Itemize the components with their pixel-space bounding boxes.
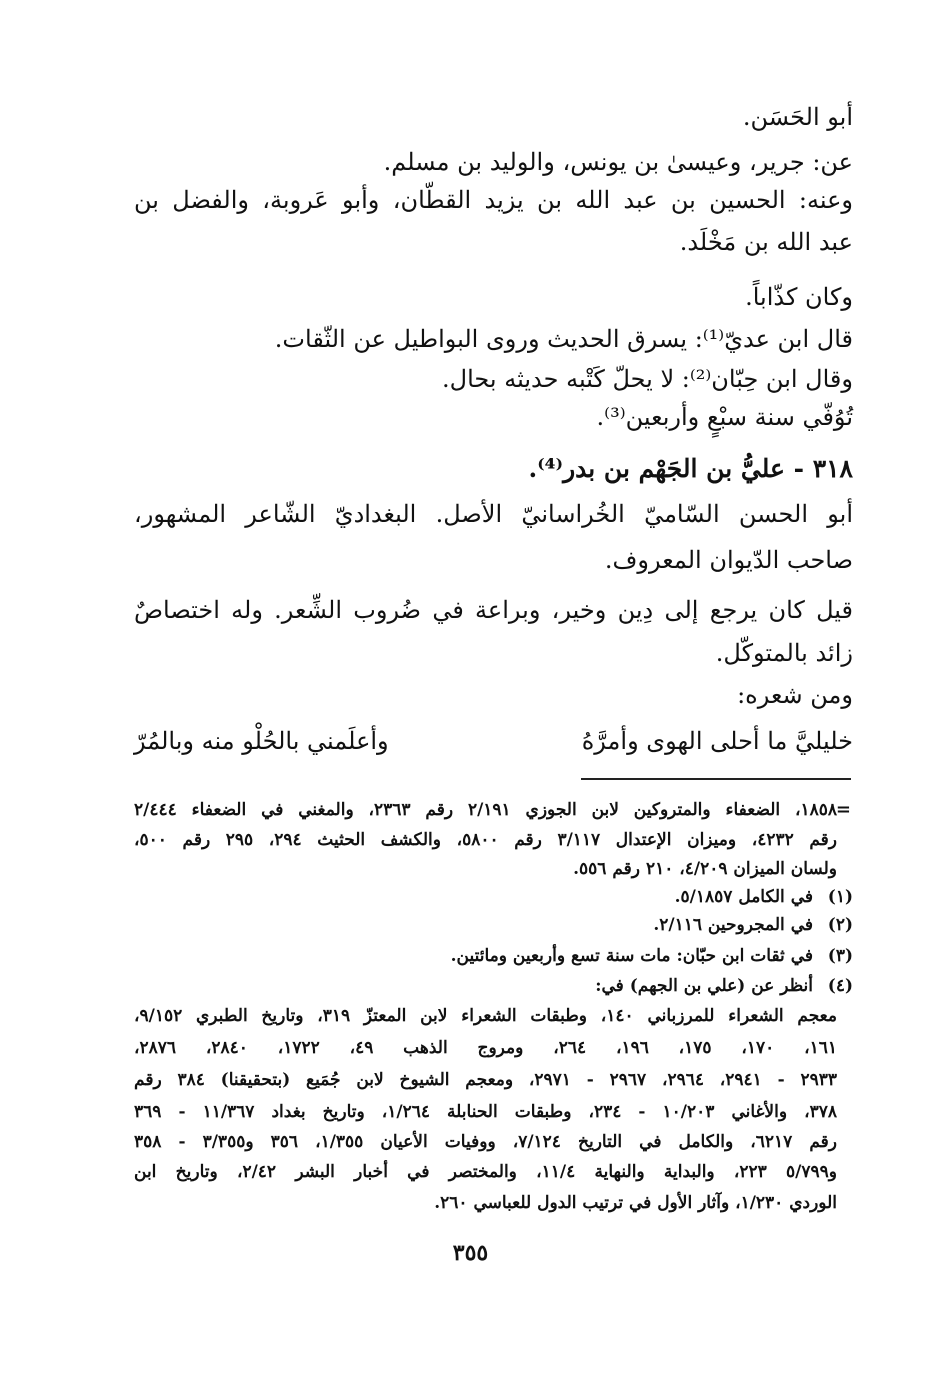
text-line: وقال ابن حِبّان⁽²⁾: لا يحلّ كَتْبه حديثه بحال. xyxy=(442,365,853,393)
footnote-line: ١٨٥٨، الضعفاء والمتروكين لابن الجوزي ٢/١٩١ رقم ٢٣٦٣، والمغني في الضعفاء ٢/٤٤٤ xyxy=(134,800,837,820)
footnote-line: رقم ٤٢٣٢، وميزان الإعتدال ٣/١١٧ رقم ٥٨٠٠، والكشف الحثيث ٢٩٤، ٢٩٥ رقم ٥٠٠، xyxy=(134,830,837,850)
text-line: أبو الحَسَن. xyxy=(742,103,853,131)
text-line: عن: جرير، وعيسىٰ بن يونس، والوليد بن مسلم. xyxy=(383,148,853,176)
verse-first-hemistich: خليليَّ ما أحلى الهوى وأمرَّهُ xyxy=(581,727,853,755)
footnote-line: ولسان الميزان ٤/٢٠٩، ٢١٠ رقم ٥٥٦. xyxy=(573,859,837,879)
text-line: أبو الحسن السّاميّ الخُراسانيّ الأصل. البغداديّ الشّاعر المشهور، xyxy=(134,500,853,528)
footnote-line: و٥/٧٩٩ ٢٢٣، والبداية والنهاية ١١/٤، والمختصر في أخبار البشر ٢/٤٢، وتاريخ ابن xyxy=(134,1162,837,1182)
footnote-number: (٤) xyxy=(827,976,853,996)
footnote-separator xyxy=(581,778,851,780)
page-number: ٣٥٥ xyxy=(452,1240,489,1266)
footnote-line: أنظر عن (علي بن الجهم) في: xyxy=(595,976,813,996)
text-line: زائد بالمتوكّل. xyxy=(715,639,853,667)
footnote-line: في ثقات ابن حبّان: مات سنة تسع وأربعين ومائتين. xyxy=(450,946,813,966)
footnote-number: (٢) xyxy=(827,915,853,935)
continuation-mark: = xyxy=(835,799,851,820)
footnote-number: (١) xyxy=(827,887,853,907)
text-line: وعنه: الحسين بن عبد الله بن يزيد القطّان، وأبو عَروبة، والفضل بن xyxy=(134,186,854,214)
entry-title: ٣١٨ - عليُّ بن الجَهْم بن بدر⁽⁴⁾. xyxy=(528,454,853,483)
footnote-line: في المجروحين ٢/١١٦. xyxy=(653,915,813,935)
verse-second-hemistich: وأعلَمني بالحُلْو منه وبالمُرّ xyxy=(134,727,389,755)
footnote-line: الوردي ١/٢٣٠، وآثار الأول في ترتيب الدول للعباسي ٢٦٠. xyxy=(434,1193,837,1213)
text-line: تُوُفّي سنة سبْعٍ وأربعين⁽³⁾. xyxy=(596,403,853,431)
footnote-line: في الكامل ٥/١٨٥٧. xyxy=(674,887,813,907)
footnote-line: معجم الشعراء للمرزباني ١٤٠، وطبقات الشعراء لابن المعتزّ ٣١٩، وتاريخ الطبري ٩/١٥٢، xyxy=(134,1006,837,1026)
footnote-line: رقم ٦٢١٧، والكامل في التاريخ ٧/١٢٤، ووفيات الأعيان ١/٣٥٥، ٣٥٦ و٣/٣٥٥ - ٣٥٨ xyxy=(134,1132,837,1152)
footnote-number: (٣) xyxy=(827,946,853,966)
footnote-line: ٣٧٨، والأغاني ١٠/٢٠٣ - ٢٣٤، وطبقات الحنابلة ١/٢٦٤، وتاريخ بغداد ١١/٣٦٧ - ٣٦٩ xyxy=(134,1102,837,1122)
text-line: ومن شعره: xyxy=(737,681,853,709)
text-line: عبد الله بن مَخْلَد. xyxy=(679,228,853,256)
text-line: صاحب الدّيوان المعروف. xyxy=(604,546,853,574)
text-line: قيل كان يرجع إلى دِين وخير، وبراعة في ضُروب الشِّعر. وله اختصاصٌ xyxy=(134,596,853,624)
text-line: قال ابن عديّ⁽¹⁾: يسرق الحديث وروى البواطيل عن الثّقات. xyxy=(274,325,853,353)
footnote-line: ٢٩٣٣ - ٢٩٤١، ٢٩٦٤، ٢٩٦٧ - ٢٩٧١، ومعجم الشيوخ لابن جُمَيع (بتحقيقنا) ٣٨٤ رقم xyxy=(134,1070,837,1090)
footnote-line: ١٦١، ١٧٠، ١٧٥، ١٩٦، ٢٦٤، ومروج الذهب ٤٩، ١٧٢٢، ٢٨٤٠، ٢٨٧٦، xyxy=(134,1038,838,1058)
text-line: وكان كذّاباً. xyxy=(745,283,853,311)
